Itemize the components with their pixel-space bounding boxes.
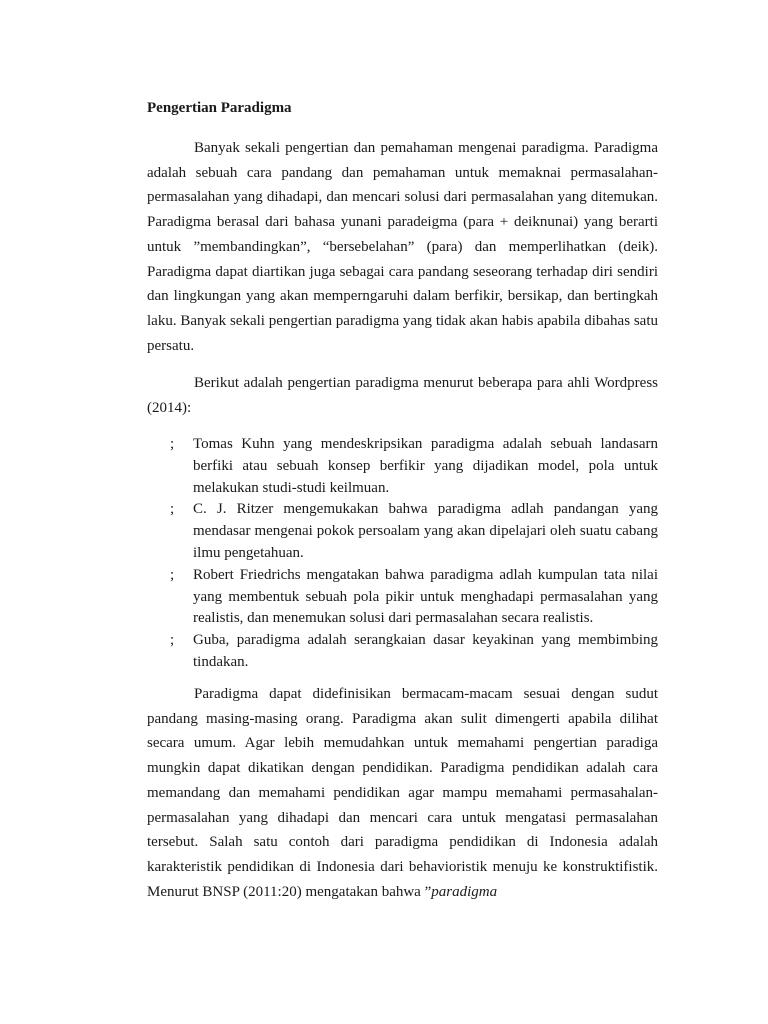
list-item-kuhn — [147, 434, 658, 499]
paragraph-education-text: Paradigma dapat didefinisikan bermacam-macam sesuai dengan sudut pandang masing-masing orang. Paradigma akan sulit dimengerti apabila dilihat secara umum. Agar lebih memudahkan untuk memahami pengertian paradiga mungkin dapat dikatikan dengan pendidikan. Paradigma pendidikan adalah cara memandang dan memahami pendidikan agar mampu memahami permasahalan-permasalahan yang dihadapi dan mencari cara untuk mengatasi permasalahan tersebut. Salah satu contoh dari paradigma pendidikan di Indonesia adalah karakteristik pendidikan di Indonesia dari behavioristik menuju ke konstruktifistik. Menurut BNSP (2011:20) mengatakan bahwa ” — [147, 686, 658, 900]
section-heading: Pengertian Paradigma — [147, 100, 292, 116]
bullet-marker: ; — [170, 566, 175, 583]
bullet-marker: ; — [170, 501, 175, 518]
paragraph-experts-intro: Berikut adalah pengertian paradigma menurut beberapa para ahli Wordpress (2014): — [147, 375, 658, 416]
bullet-marker: ; — [170, 632, 175, 649]
list-item-text: Tomas Kuhn yang mendeskripsikan paradigma adalah sebuah landasarn berfiki atau sebuah konsep berfikir yang dijadikan model, pola untuk melakukan studi-studi keilmuan. — [193, 436, 658, 496]
list-item-ritzer — [147, 499, 658, 564]
paragraph-intro: Banyak sekali pengertian dan pemahaman mengenai paradigma. Paradigma adalah sebuah cara pandang dan pemahaman untuk memaknai permasalahan-permasalahan yang dihadapi, dan mencari solusi dari permasalahan yang ditemukan. Paradigma berasal dari bahasa yunani paradeigma (para + deiknunai) yang berarti untuk ”membandingkan”, “bersebelahan” (para) dan memperlihatkan (deik). Paradigma dapat diartikan juga sebagai cara pandang seseorang terhadap diri sendiri dan lingkungan yang akan memperngaruhi dalam berfikir, bersikap, dan bertingkah laku. Banyak sekali pengertian paradigma yang tidak akan habis apabila dibahas satu persatu. — [147, 140, 658, 354]
bullet-marker: ; — [170, 436, 175, 452]
list-item-text: C. J. Ritzer mengemukakan bahwa paradigma adlah pandangan yang mendasar mengenai pokok persoalam yang akan dipelajari oleh suatu cabang ilmu pengetahuan. — [193, 501, 658, 561]
list-item-text: Guba, paradigma adalah serangkaian dasar keyakinan yang membimbing tindakan. — [193, 632, 658, 670]
expert-definitions-list — [147, 434, 658, 674]
list-item-text: Robert Friedrichs mengatakan bahwa paradigma adlah kumpulan tata nilai yang membentuk sebuah pola pikir untuk menghadapi permasalahan yang realistis, dan menemukan solusi dari permasalahan secara realistis. — [193, 566, 658, 627]
italic-term: paradigma — [431, 883, 498, 900]
list-item-guba — [147, 630, 658, 674]
paragraph-education — [147, 682, 658, 904]
list-item-friedrichs — [147, 565, 658, 630]
